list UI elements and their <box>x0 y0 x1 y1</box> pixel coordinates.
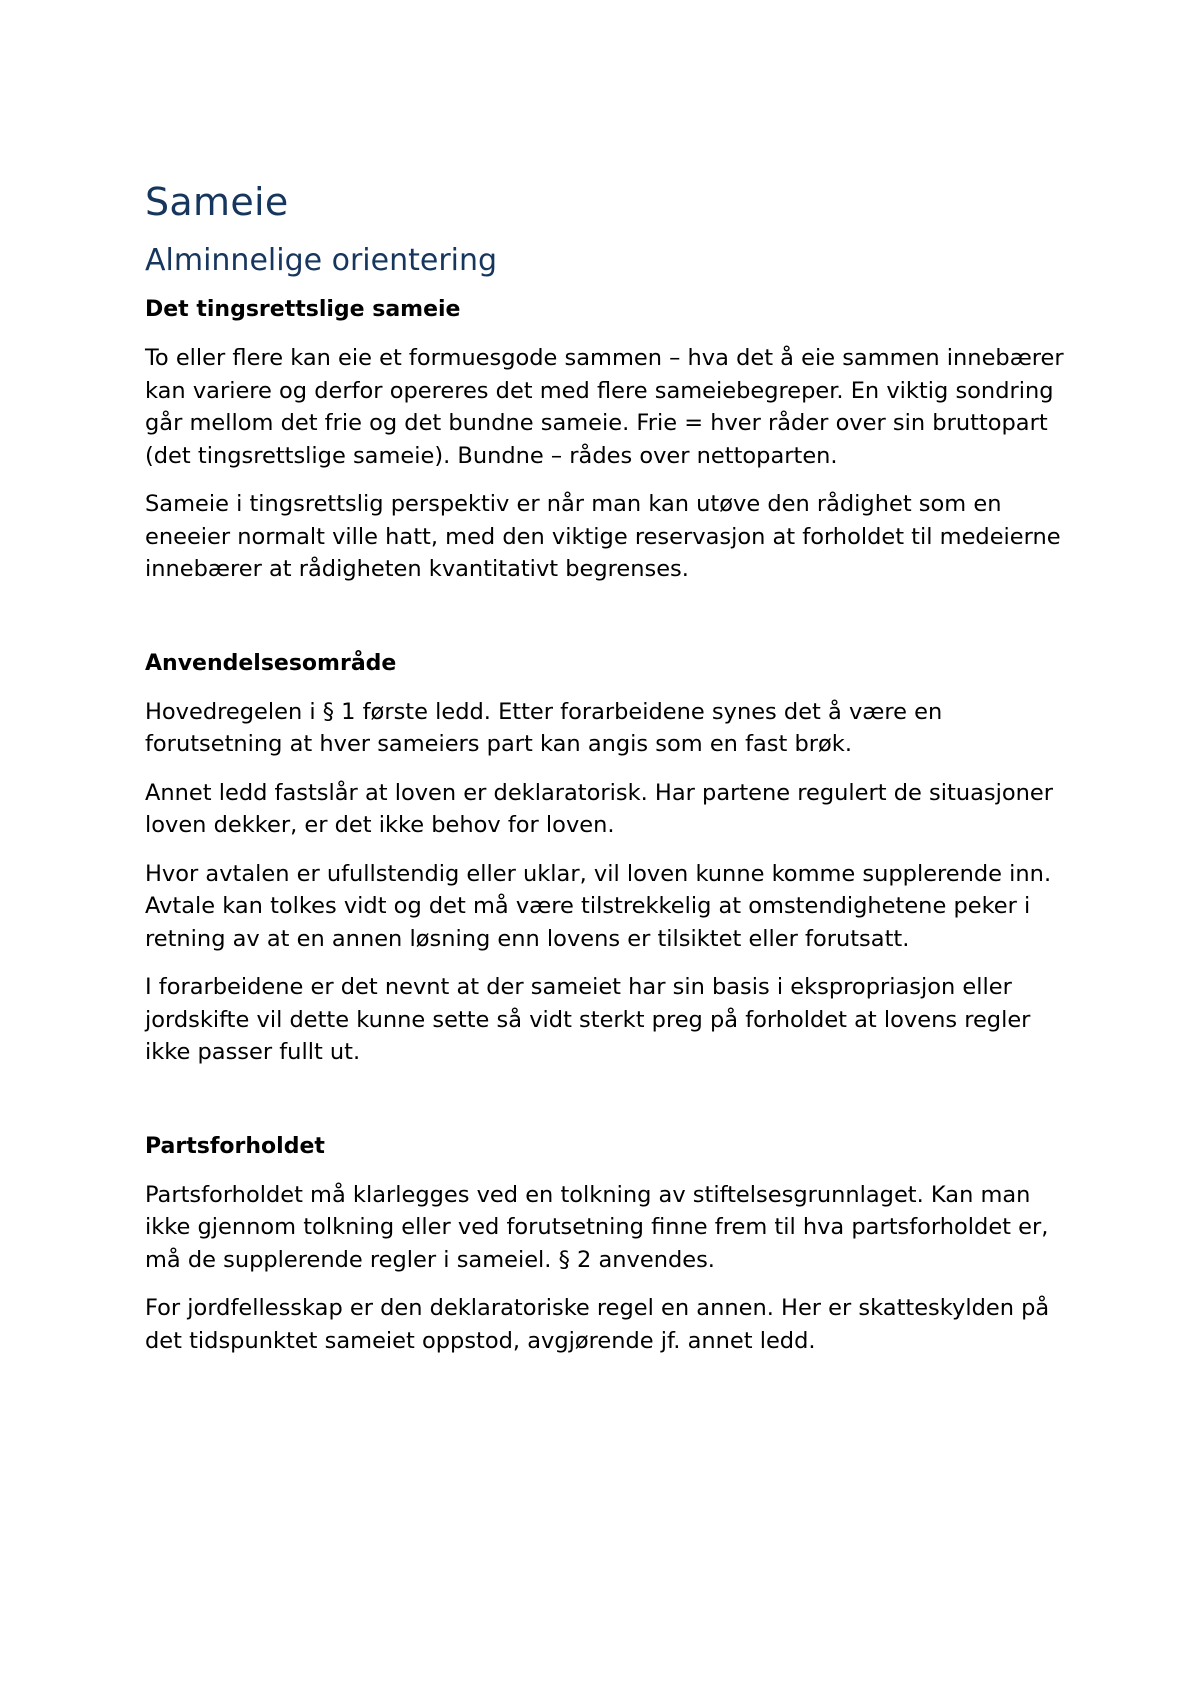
paragraph: I forarbeidene er det nevnt at der sameiet har sin basis i ekspropriasjon eller jordskifte vil dette kunne sette så vidt sterkt preg på forholdet at lovens regler ikke passer fullt ut. <box>145 974 1031 1065</box>
section-partsforholdet <box>145 1131 1065 1358</box>
paragraph: Partsforholdet må klarlegges ved en tolkning av stiftelsesgrunnlaget. Kan man ikke gjennom tolkning eller ved forutsetning finne frem til hva partsforholdet er, må de supplerende regler i sameiel. § 2 anvendes. <box>145 1181 1049 1273</box>
paragraph: Hovedregelen i § 1 første ledd. Etter forarbeidene synes det å være en forutsetning at hver sameiers part kan angis som en fast brøk. <box>145 698 943 757</box>
paragraph: To eller flere kan eie et formuesgode sammen – hva det å eie sammen innebærer kan variere og derfor opereres det med flere sameiebegreper. En viktig sondring går mellom det frie og det bundne sameie. Frie = hver råder over sin bruttopart (det tingsrettslige sameie). Bundne – rådes over nettoparten. <box>145 345 1064 469</box>
document-subtitle: Alminnelige orientering <box>145 243 498 278</box>
section-heading: Det tingsrettslige sameie <box>145 297 461 322</box>
section-heading: Partsforholdet <box>145 1133 325 1159</box>
document-title: Sameie <box>145 180 289 224</box>
paragraph: Annet ledd fastslår at loven er deklaratorisk. Har partene regulert de situasjoner loven dekker, er det ikke behov for loven. <box>145 779 1053 838</box>
document-page <box>145 178 1065 1357</box>
paragraph: For jordfellesskap er den deklaratoriske regel en annen. Her er skatteskylden på det tidspunktet sameiet oppstod, avgjørende jf. annet ledd. <box>145 1295 1050 1354</box>
section-det-tingsrettslige-sameie <box>145 294 1065 586</box>
section-anvendelsesomrade <box>145 648 1065 1069</box>
paragraph: Sameie i tingsrettslig perspektiv er når man kan utøve den rådighet som en eneeier normalt ville hatt, med den viktige reservasjon at forholdet til medeierne innebærer at rådigheten kvantitativt begrenses. <box>145 491 1061 582</box>
paragraph: Hvor avtalen er ufullstendig eller uklar, vil loven kunne komme supplerende inn. Avtale kan tolkes vidt og det må være tilstrekkelig at omstendighetene peker i retning av at en annen løsning enn lovens er tilsiktet eller forutsatt. <box>145 860 1052 952</box>
section-heading: Anvendelsesområde <box>145 650 397 676</box>
